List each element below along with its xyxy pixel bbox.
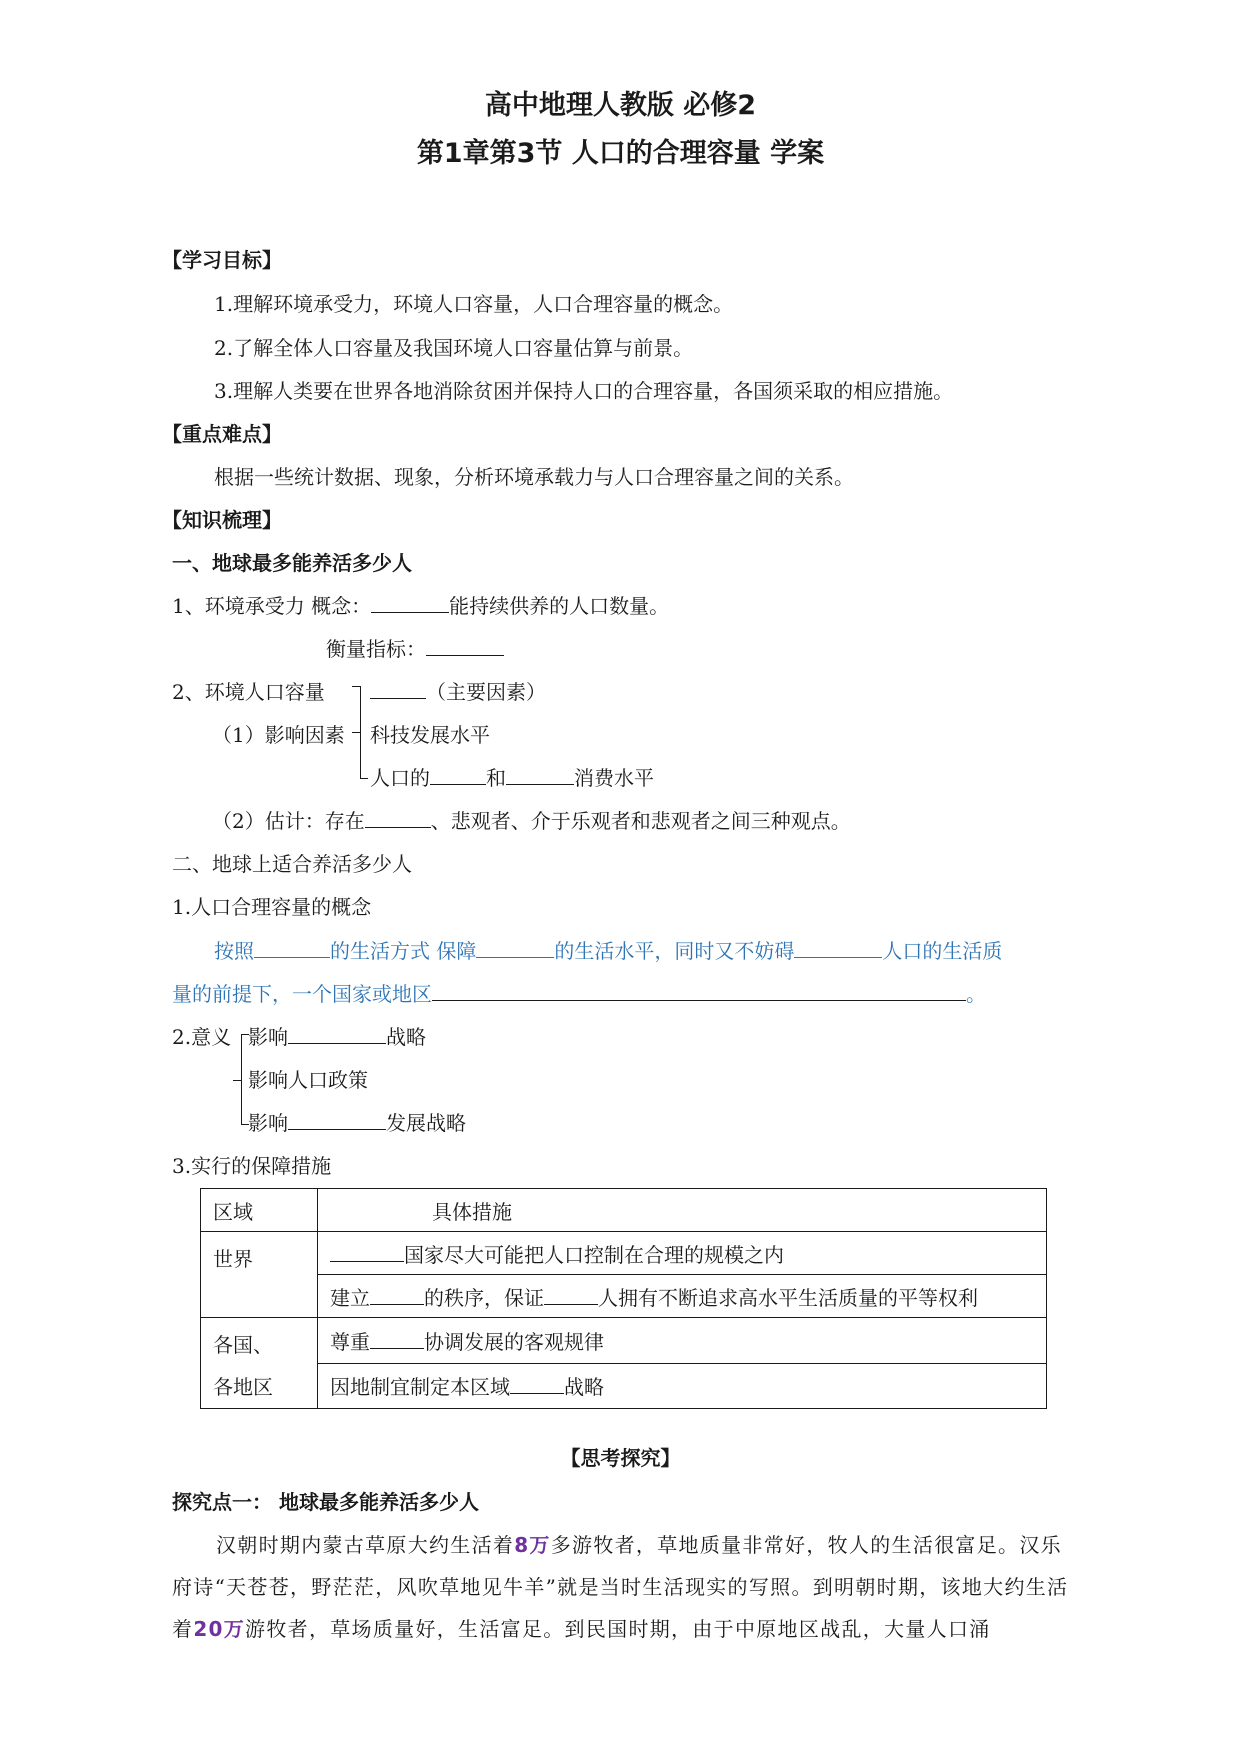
- keypoints-heading: 【重点难点】: [162, 422, 282, 446]
- measures-title: 3.实行的保障措施: [172, 1154, 332, 1178]
- concept-c: 的生活水平，同时又不妨碍: [554, 939, 795, 963]
- measures-table: [200, 1188, 1047, 1409]
- concept-title: 1.人口合理容量的概念: [172, 895, 372, 919]
- objectives-heading: 【学习目标】: [162, 248, 282, 272]
- meaning-policy: 影响人口政策: [248, 1068, 368, 1092]
- region-countries-line2: 各地区: [213, 1375, 273, 1399]
- blank-field[interactable]: [794, 937, 882, 958]
- table-row: [201, 1275, 1047, 1318]
- header-measure: 具体措施: [318, 1189, 1047, 1232]
- world-measure-2-c: 人拥有不断追求高水平生活质量的平等权利: [598, 1285, 978, 1310]
- countries-measure-1-b: 协调发展的客观规律: [424, 1329, 604, 1354]
- region-countries-line1: 各国、: [213, 1333, 273, 1357]
- explore-heading: 【思考探究】: [560, 1446, 681, 1470]
- blank-field[interactable]: [544, 1284, 598, 1305]
- carrying-capacity-label: 1、环境承受力 概念：: [172, 594, 372, 618]
- knowledge-heading: 【知识梳理】: [162, 508, 282, 532]
- blank-field[interactable]: [370, 1328, 424, 1349]
- countries-measure-2: [318, 1363, 1047, 1409]
- blank-field[interactable]: [288, 1109, 386, 1130]
- meaning3-a: 影响: [248, 1111, 288, 1135]
- section1-title: 一、地球最多能养活多少人: [172, 551, 412, 575]
- meaning-development: [248, 1109, 466, 1137]
- doc-title: 高中地理人教版 必修2: [484, 90, 757, 121]
- brace-mid: [233, 1080, 241, 1081]
- estimate-a: （2）估计：存在: [212, 809, 365, 833]
- objective-item: 2.了解全体人口容量及我国环境人口容量估算与前景。: [214, 336, 694, 360]
- explore-text-c: 游牧者，草场质量好，生活富足。到民国时期，由于中原地区战乱，大量人口涌: [245, 1617, 991, 1641]
- world-measure-2-a: 建立: [330, 1285, 370, 1310]
- meaning3-b: 发展战略: [386, 1111, 466, 1135]
- factor-main: [370, 678, 546, 706]
- estimate-b: 、悲观者、介于乐观者和悲观者之间三种观点。: [430, 809, 851, 833]
- carrying-capacity-concept: [172, 592, 669, 620]
- explore-number-2: 20万: [193, 1617, 246, 1641]
- concept-b: 的生活方式 保障: [330, 939, 477, 963]
- world-measure-2: [318, 1275, 1047, 1318]
- keypoints-text: 根据一些统计数据、现象，分析环境承载力与人口合理容量之间的关系。: [214, 465, 854, 489]
- table-row: [201, 1318, 1047, 1364]
- world-measure-2-b: 的秩序，保证: [424, 1285, 544, 1310]
- factors-brace: [360, 686, 361, 778]
- countries-measure-2-b: 战略: [564, 1375, 604, 1400]
- header-region: 区域: [201, 1189, 318, 1232]
- table-row: [201, 1232, 1047, 1275]
- countries-measure-1: [318, 1318, 1047, 1364]
- objective-item: 3.理解人类要在世界各地消除贫困并保持人口的合理容量，各国须采取的相应措施。: [214, 379, 954, 403]
- meaning-strategy: [248, 1023, 426, 1051]
- explore-text-b: 多游牧者，草地质量非常好，牧人的生活很富足。汉乐府诗“天苍苍，野茫茫，风吹草地见牛羊”就是当时生活现实的写照。到明朝时期，该地大约生活着: [172, 1533, 1069, 1641]
- blank-field[interactable]: [506, 764, 574, 785]
- env-population-capacity: 2、环境人口容量: [172, 680, 325, 704]
- influence-factors-label: （1）影响因素: [212, 723, 345, 747]
- explore-number-1: 8万: [514, 1533, 551, 1557]
- doc-subtitle: 第1章第3节 人口的合理容量 学案: [416, 138, 825, 169]
- meaning1-b: 战略: [386, 1025, 426, 1049]
- concept-d: 人口的生活质: [882, 939, 1003, 963]
- concept-line2: [172, 980, 986, 1008]
- concept-f: 。: [966, 982, 986, 1006]
- blank-field[interactable]: [365, 807, 431, 828]
- blank-field[interactable]: [426, 635, 504, 656]
- region-world: 世界: [201, 1232, 318, 1318]
- concept-line1: [214, 937, 1002, 965]
- brace-top: [352, 686, 360, 687]
- blank-field[interactable]: [430, 764, 486, 785]
- world-measure-1: [318, 1232, 1047, 1275]
- region-countries: [201, 1318, 318, 1409]
- blank-field[interactable]: [476, 937, 554, 958]
- concept-e: 量的前提下，一个国家或地区: [172, 982, 432, 1006]
- brace-bottom: [360, 778, 368, 779]
- blank-field[interactable]: [371, 592, 449, 613]
- section2-title: 二、地球上适合养活多少人: [172, 852, 412, 876]
- measure-label: 衡量指标：: [326, 637, 426, 661]
- meaning1-a: 影响: [248, 1025, 288, 1049]
- blank-field[interactable]: [432, 980, 966, 1001]
- table-row: [201, 1189, 1047, 1232]
- meaning-brace: [241, 1034, 242, 1124]
- concept-a: 按照: [214, 939, 254, 963]
- carrying-capacity-measure: [326, 635, 504, 663]
- table-row: [201, 1363, 1047, 1409]
- estimate-line: [212, 807, 851, 835]
- objective-item: 1.理解环境承受力，环境人口容量，人口合理容量的概念。: [214, 292, 734, 316]
- factor-main-tail: （主要因素）: [426, 680, 546, 704]
- world-measure-1-text: 国家尽大可能把人口控制在合理的规模之内: [404, 1242, 784, 1267]
- meaning-label: 2.意义: [172, 1025, 232, 1049]
- carrying-capacity-tail: 能持续供养的人口数量。: [449, 594, 670, 618]
- factor-consumption-a: 人口的: [370, 766, 430, 790]
- brace-mid: [352, 732, 360, 733]
- blank-field[interactable]: [254, 937, 330, 958]
- explore-paragraph: [172, 1524, 1076, 1650]
- countries-measure-1-a: 尊重: [330, 1329, 370, 1354]
- factor-consumption-b: 和: [486, 766, 506, 790]
- blank-field[interactable]: [510, 1373, 564, 1394]
- blank-field[interactable]: [370, 1284, 424, 1305]
- countries-measure-2-a: 因地制宜制定本区域: [330, 1375, 510, 1400]
- factor-tech: 科技发展水平: [370, 723, 490, 747]
- blank-field[interactable]: [288, 1023, 386, 1044]
- factor-consumption-c: 消费水平: [574, 766, 654, 790]
- blank-field[interactable]: [330, 1241, 404, 1262]
- factor-consumption: [370, 764, 654, 792]
- blank-field[interactable]: [370, 678, 426, 699]
- explore-point1: 探究点一： 地球最多能养活多少人: [172, 1490, 479, 1514]
- explore-text-a: 汉朝时期内蒙古草原大约生活着: [216, 1533, 515, 1557]
